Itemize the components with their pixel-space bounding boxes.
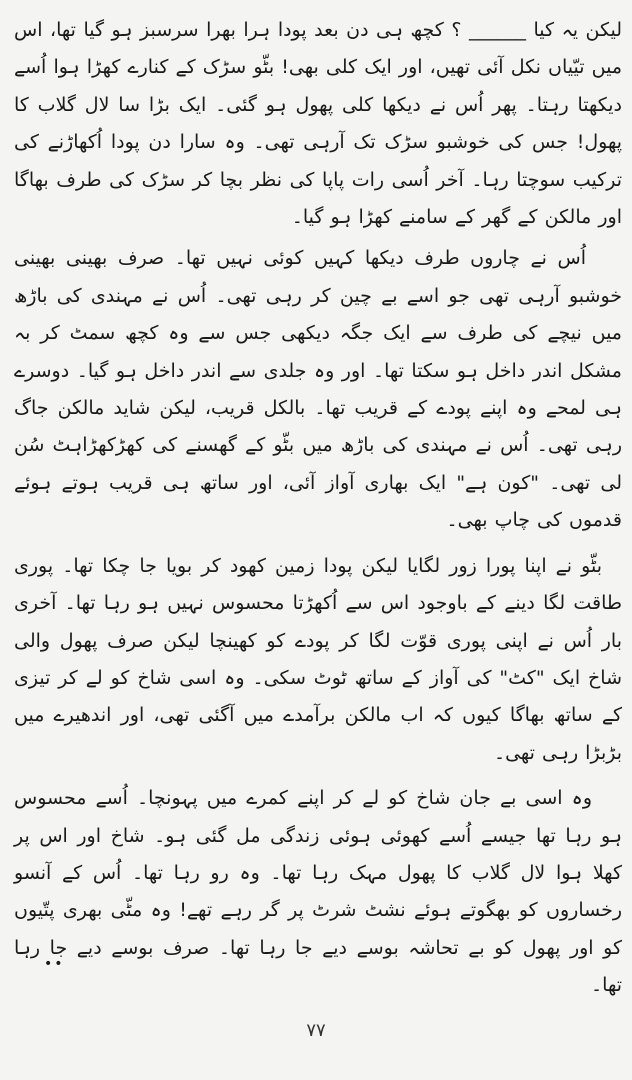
story-paragraph-4: وہ اسی بے جان شاخ کو لے کر اپنے کمرے میں پہونچا۔ اُسے محسوس ہو رہا تھا جیسے اُسے کھوئی ہوئی زندگی مل گئی ہو۔ شاخ اور اس پر کھلا ہوا لال گلاب کا پھول مہک رہا تھا۔ وہ رو رہا تھا۔ اُس کے آنسو رخساروں کو بھگوتے ہوئے نشٹ شرٹ پر گر رہے تھے! وہ مٹّی بھری پتّیوں کو اور پھول کو بے تحاشہ بوسے دیے جا رہا تھا۔ صرف بوسے دیے جا رہا تھا۔ <box>14 787 622 997</box>
end-of-story-mark: •• <box>44 956 65 972</box>
story-paragraph-2: اُس نے چاروں طرف دیکھا کہیں کوئی نہیں تھا۔ صرف بھینی بھینی خوشبو آرہی تھی جو اسے بے چین کر رہی تھی۔ اُس نے مہندی کی باڑھ میں نیچے کی طرف سے ایک جگہ دیکھی جس سے وہ کچھ سمٹ کر بہ مشکل اندر داخل ہو سکتا تھا۔ اور وہ جلدی سے اندر داخل ہو گیا۔ دوسرے ہی لمحے وہ اپنے پودے کے قریب تھا۔ بالکل قریب، لیکن شاید مالکن جاگ رہی تھی۔ اُس نے مہندی کی باڑھ میں بٹّو کے گھسنے کی کھڑکھڑاہٹ سُن لی تھی۔ "کون ہے" ایک بھاری آواز آئی، اور ساتھ ہی قریب ہوتے ہوئے قدموں کی چاپ بھی۔ <box>14 247 622 532</box>
page-number: ۷۷ <box>306 1020 326 1041</box>
story-paragraph-3: بٹّو نے اپنا پورا زور لگایا لیکن پودا زمین کھود کر بویا جا چکا تھا۔ پوری طاقت لگا دینے کے باوجود اس سے اُکھڑتا محسوس نہیں ہو رہا تھا۔ آخری بار اُس نے اپنی پوری قوّت لگا کر پودے کو کھینچا لیکن صرف پھول والی شاخ ایک "کٹ" کی آواز کے ساتھ ٹوٹ سکی۔ وہ اسی شاخ کو لے کر تیزی کے ساتھ بھاگا کیوں کہ اب مالکن برآمدے میں آگئی تھی، اور اندھیرے میں بڑبڑا رہی تھی۔ <box>14 554 622 764</box>
story-paragraph-1: لیکن یہ کیا ______ ؟ کچھ ہی دن بعد پودا ہرا بھرا سرسبز ہو گیا تھا، اس میں تیّیاں نکل آئی تھیں، اور ایک کلی بھی! بٹّو سڑک کے کنارے کھڑا ہوا اُسے دیکھتا رہتا۔ پھر اُس نے دیکھا کلی پھول ہو گئی۔ ایک بڑا سا لال گلاب کا پھول! جس کی خوشبو سڑک تک آرہی تھی۔ وہ سارا دن پودا اُکھاڑنے کی ترکیب سوچتا رہا۔ آخر اُسی رات پاپا کی نظر بچا کر سڑک کی طرف بھاگا اور مالکن کے گھر کے سامنے کھڑا ہو گیا۔ <box>14 19 622 229</box>
